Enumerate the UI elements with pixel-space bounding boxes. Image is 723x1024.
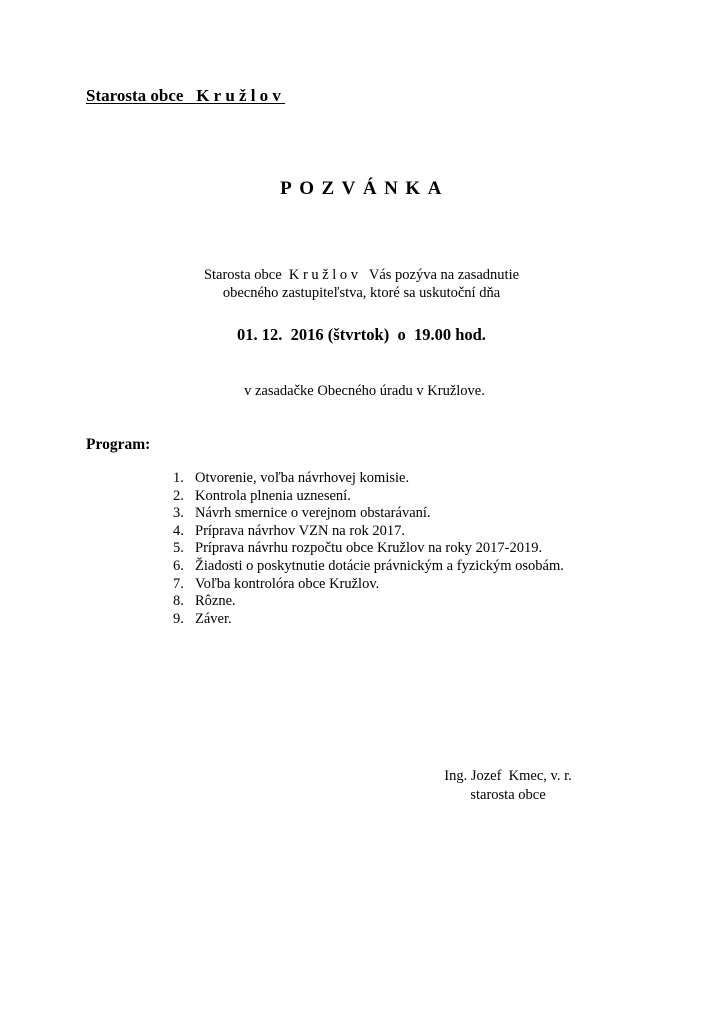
list-item xyxy=(173,523,564,541)
list-item-number: 4. xyxy=(173,522,184,539)
list-item-text: Príprava návrhu rozpočtu obce Kružlov na roky 2017-2019. xyxy=(195,540,543,557)
list-item xyxy=(173,488,564,506)
meeting-datetime: 01. 12. 2016 (štvrtok) o 19.00 hod. xyxy=(237,325,486,344)
list-item-text: Žiadosti o poskytnutie dotácie právnickým a fyzickým osobám. xyxy=(195,557,564,574)
list-item-number: 1. xyxy=(173,470,184,486)
list-item-text: Voľba kontrolóra obce Kružlov. xyxy=(195,575,380,592)
list-item xyxy=(173,576,564,594)
header-line xyxy=(86,86,285,106)
list-item-number: 9. xyxy=(173,610,184,627)
list-item xyxy=(173,558,564,576)
intro-village: Kružlov xyxy=(288,267,362,283)
list-item-number: 3. xyxy=(173,505,184,522)
list-item-text: Rôzne. xyxy=(195,593,236,610)
list-item-text: Príprava návrhov VZN na rok 2017. xyxy=(195,522,405,539)
list-item xyxy=(173,505,564,523)
meeting-place: v zasadačke Obecného úradu v Kružlove. xyxy=(244,383,485,399)
list-item-text: Záver. xyxy=(195,610,232,627)
intro-prefix: Starosta obce xyxy=(203,267,282,283)
intro-line-1 xyxy=(0,266,723,284)
list-item-number: 8. xyxy=(173,593,184,610)
program-list xyxy=(173,470,564,628)
document-title: POZVÁNKA xyxy=(280,178,449,199)
list-item-text: Kontrola plnenia uznesení. xyxy=(195,487,351,504)
list-item xyxy=(173,540,564,558)
list-item-number: 7. xyxy=(173,575,184,592)
program-label: Program: xyxy=(86,436,151,453)
intro-line-2: obecného zastupiteľstva, ktoré sa uskutoční dňa xyxy=(222,285,501,301)
signature-name: Ing. Jozef Kmec, v. r. xyxy=(444,768,572,784)
list-item-number: 2. xyxy=(173,487,184,504)
intro-suffix: Vás pozýva na zasadnutie xyxy=(368,267,520,283)
list-item-number: 5. xyxy=(173,540,184,557)
list-item-number: 6. xyxy=(173,557,184,574)
list-item xyxy=(173,593,564,611)
header-village: Kružlov xyxy=(196,86,286,105)
list-item-text: Otvorenie, voľba návrhovej komisie. xyxy=(195,470,410,486)
signature-role: starosta obce xyxy=(470,787,546,803)
header-prefix: Starosta obce xyxy=(86,86,184,105)
list-item xyxy=(173,470,564,488)
list-item-text: Návrh smernice o verejnom obstarávaní. xyxy=(195,505,431,522)
list-item xyxy=(173,611,564,629)
